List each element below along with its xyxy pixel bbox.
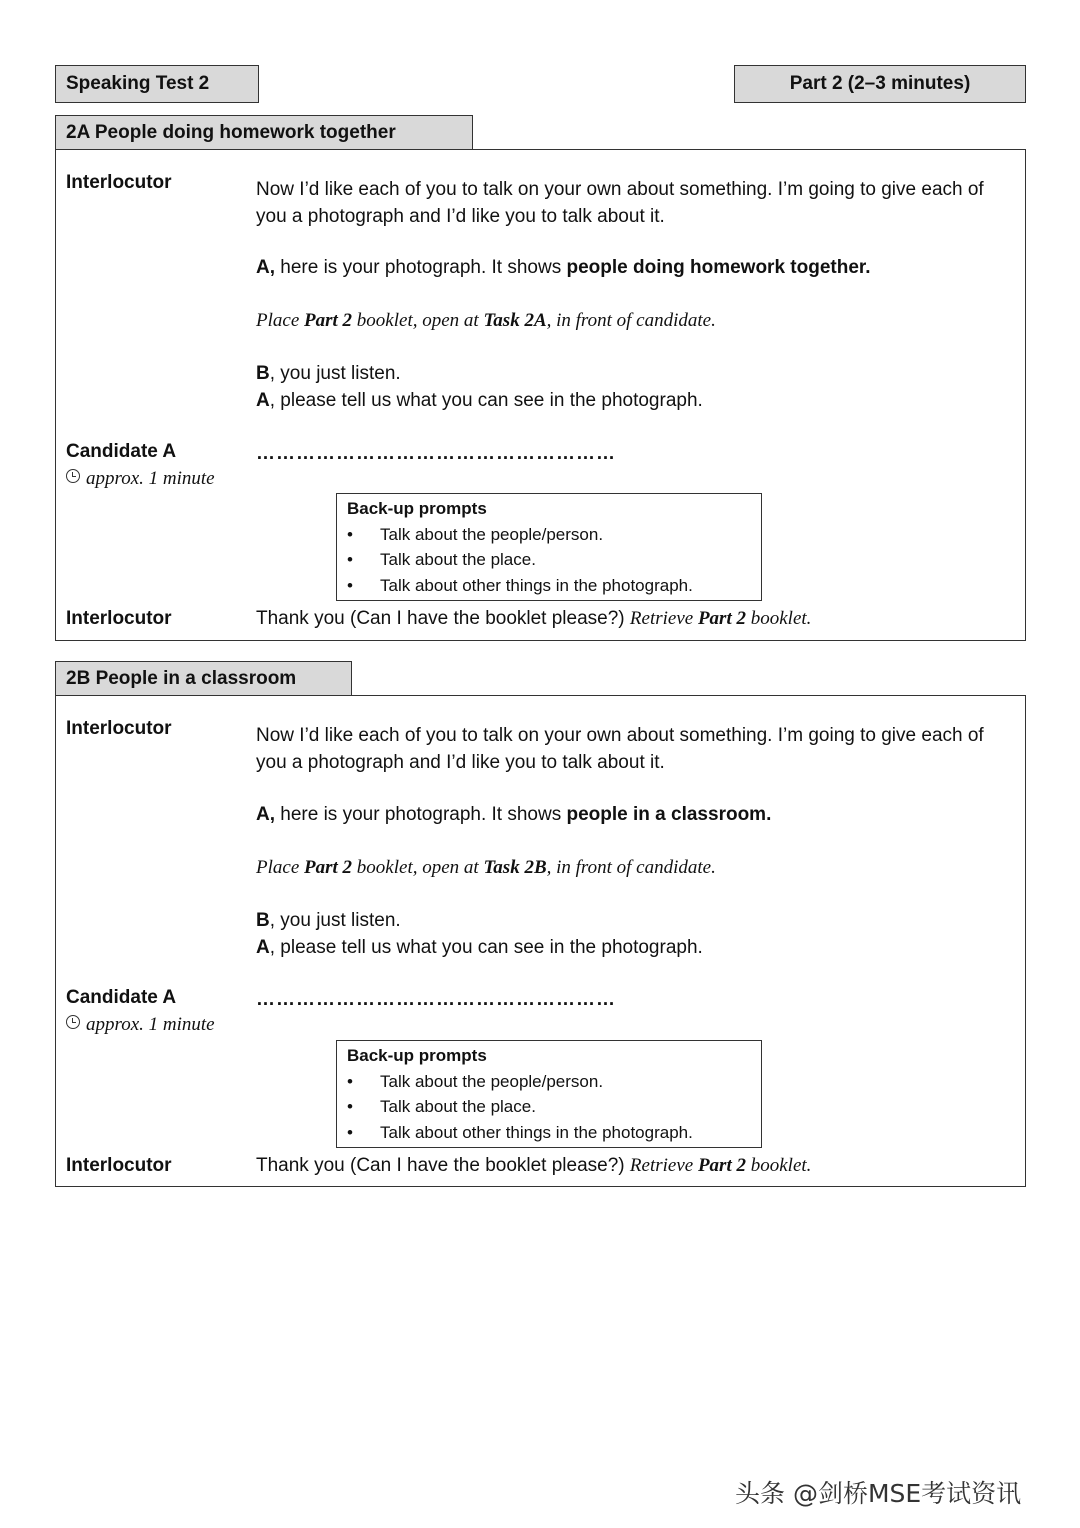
closing-text: Thank you (Can I have the booklet please?): [256, 1155, 630, 1176]
part-label: Part 2 (2–3 minutes): [734, 65, 1026, 103]
photo-line: [256, 801, 1016, 828]
timer-text: approx. 1 minute: [86, 468, 215, 489]
watermark: 头条 @剑桥MSE考试资讯: [735, 1479, 1022, 1508]
prompt-item: • Talk about other things in the photograph.: [347, 573, 751, 599]
closing-line: [256, 1152, 1016, 1179]
timer: [66, 468, 215, 490]
interlocutor-label: Interlocutor: [66, 172, 172, 193]
b-line: [256, 360, 1016, 387]
photo-a-lead: A,: [256, 257, 275, 278]
photo-line: [256, 254, 1016, 281]
retrieve-text: Retrieve: [629, 1155, 698, 1176]
timer: [66, 1014, 215, 1036]
prompt-item: • Talk about other things in the photograph.: [347, 1120, 751, 1146]
prompts-list: [347, 522, 751, 599]
place-instruction: [256, 854, 1016, 881]
prompt-item: • Talk about the place.: [347, 1094, 751, 1120]
place-task: Task 2B: [483, 857, 547, 878]
a-text: , please tell us what you can see in the photograph.: [269, 390, 703, 411]
section-2b: [55, 661, 1026, 1187]
b-text: , you just listen.: [269, 910, 401, 931]
retrieve-text: booklet.: [745, 1155, 812, 1176]
a-text: , please tell us what you can see in the photograph.: [269, 937, 703, 958]
b-line: [256, 907, 1016, 934]
prompts-title: Back-up prompts: [347, 1046, 487, 1065]
section-tab: 2A People doing homework together: [55, 115, 473, 150]
prompt-item: • Talk about the place.: [347, 547, 751, 573]
b-text: , you just listen.: [269, 363, 401, 384]
retrieve-part: Part 2: [697, 608, 746, 629]
place-instruction: [256, 307, 1016, 334]
place-text: booklet, open at: [352, 857, 484, 878]
prompts-list: [347, 1069, 751, 1146]
intro-text: Now I’d like each of you to talk on your own about something. I’m going to give each of you a photograph and I’d like you to talk about it.: [256, 179, 984, 227]
a-lead: A: [256, 937, 270, 958]
place-text: Place: [256, 310, 305, 331]
retrieve-text: booklet.: [745, 608, 812, 629]
photo-a-lead: A,: [256, 804, 275, 825]
photo-topic: people in a classroom.: [566, 804, 772, 825]
place-text: booklet, open at: [352, 310, 484, 331]
section-panel: [55, 149, 1026, 641]
place-text: Place: [256, 857, 305, 878]
section-tab: 2B People in a classroom: [55, 661, 352, 696]
timer-text: approx. 1 minute: [86, 1014, 215, 1035]
closing-interlocutor-label: Interlocutor: [66, 608, 172, 629]
section-panel: [55, 695, 1026, 1187]
photo-mid: here is your photograph. It shows: [275, 804, 567, 825]
closing-interlocutor-label: Interlocutor: [66, 1155, 172, 1176]
a-lead: A: [256, 390, 270, 411]
candidate-label: Candidate A: [66, 987, 177, 1008]
response-dots: ………………………………………………: [256, 443, 616, 464]
test-title: Speaking Test 2: [55, 65, 259, 103]
prompts-title: Back-up prompts: [347, 499, 487, 518]
prompt-item: • Talk about the people/person.: [347, 1069, 751, 1095]
b-lead: B: [256, 910, 270, 931]
clock-icon: [66, 469, 80, 483]
a-line: [256, 934, 1016, 961]
place-part: Part 2: [304, 310, 353, 331]
closing-line: [256, 605, 1016, 632]
retrieve-text: Retrieve: [629, 608, 698, 629]
place-task: Task 2A: [483, 310, 547, 331]
b-lead: B: [256, 363, 270, 384]
section-2a: [55, 115, 1026, 641]
backup-prompts-box: [336, 1040, 762, 1148]
photo-mid: here is your photograph. It shows: [275, 257, 567, 278]
backup-prompts-box: [336, 493, 762, 601]
clock-icon: [66, 1015, 80, 1029]
candidate-label: Candidate A: [66, 441, 177, 462]
response-dots: ………………………………………………: [256, 989, 616, 1010]
place-part: Part 2: [304, 857, 353, 878]
place-text: , in front of candidate.: [546, 310, 716, 331]
closing-text: Thank you (Can I have the booklet please?): [256, 608, 630, 629]
interlocutor-label: Interlocutor: [66, 718, 172, 739]
a-line: [256, 387, 1016, 414]
place-text: , in front of candidate.: [546, 857, 716, 878]
prompt-item: • Talk about the people/person.: [347, 522, 751, 548]
intro-text: Now I’d like each of you to talk on your own about something. I’m going to give each of you a photograph and I’d like you to talk about it.: [256, 725, 984, 773]
photo-topic: people doing homework together.: [566, 257, 871, 278]
retrieve-part: Part 2: [697, 1155, 746, 1176]
